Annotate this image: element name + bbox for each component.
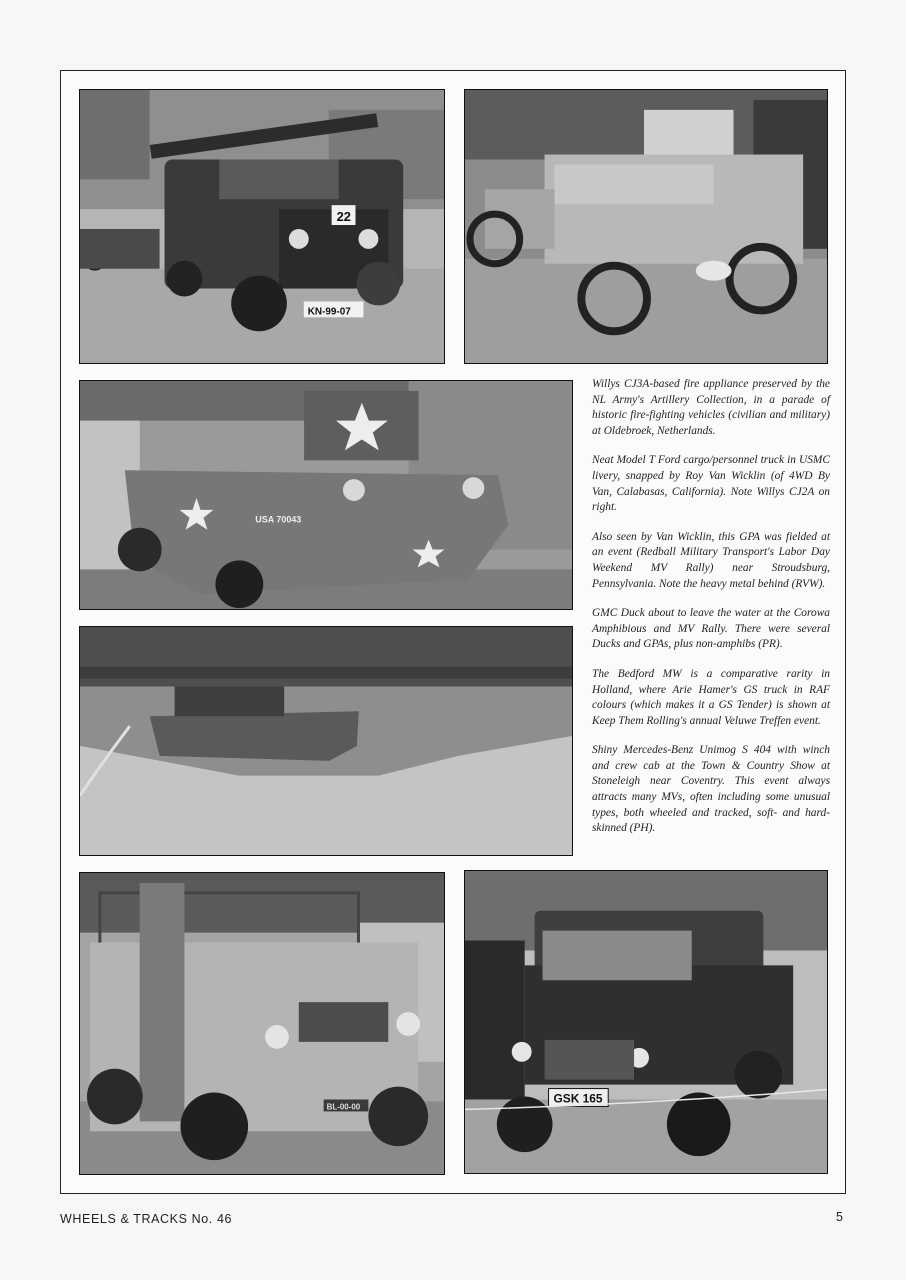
- unimog-plate-label: GSK 165: [553, 1091, 603, 1106]
- caption-unimog: Shiny Mercedes-Benz Unimog S 404 with winch and crew cab at the Town & Country Show at Stoneleigh near Coventry. This event always attracts many MVs, often including some unusual types, both wheeled and tracked, soft- and hard-skinned (PH).: [592, 744, 830, 835]
- photo-willys-fire-appliance: [79, 89, 445, 364]
- caption-duck: GMC Duck about to leave the water at the Corowa Amphibious and MV Rally. There were several Ducks and GPAs, plus non-amphibs (PR).: [592, 607, 830, 651]
- page-number: 5: [836, 1210, 843, 1224]
- photo-captions: [592, 377, 830, 851]
- caption-gpa: Also seen by Van Wicklin, this GPA was fielded at an event (Redball Military Transport's Labor Day Weekend MV Rally) near Stroudsburg, Pennsylvania. Note the heavy metal behind (RVW).: [592, 530, 830, 590]
- photo-ford-gpa: [79, 380, 573, 610]
- gpa-hull-number: USA 70043: [255, 514, 302, 525]
- magazine-title: WHEELS & TRACKS No. 46: [60, 1212, 233, 1226]
- bedford-plate-label: BL-00-00: [326, 1102, 361, 1112]
- caption-bedford: The Bedford MW is a comparative rarity in Holland, where Arie Hamer's GS truck in RAF colours (which makes it a GS Tender) is shown at Keep Them Rolling's annual Veluwe Treffen event.: [592, 667, 830, 727]
- photo-unimog-s404: [464, 870, 828, 1174]
- fire-number-label: 22: [336, 209, 351, 225]
- caption-willys: Willys CJ3A-based fire appliance preserved by the NL Army's Artillery Collection, in a parade of historic fire-fighting vehicles (civilian and military) at Oldebroek, Netherlands.: [592, 378, 830, 437]
- caption-model-t: Neat Model T Ford cargo/personnel truck in USMC livery, snapped by Roy Van Wicklin (of 4WD By Van, Calabasas, California). Note Willys CJ2A on right.: [592, 454, 830, 514]
- photo-model-t-ford: [464, 89, 828, 364]
- photo-gmc-duck: [79, 626, 573, 856]
- photo-bedford-mw: [79, 872, 445, 1175]
- willys-plate-label: KN-99-07: [307, 306, 351, 318]
